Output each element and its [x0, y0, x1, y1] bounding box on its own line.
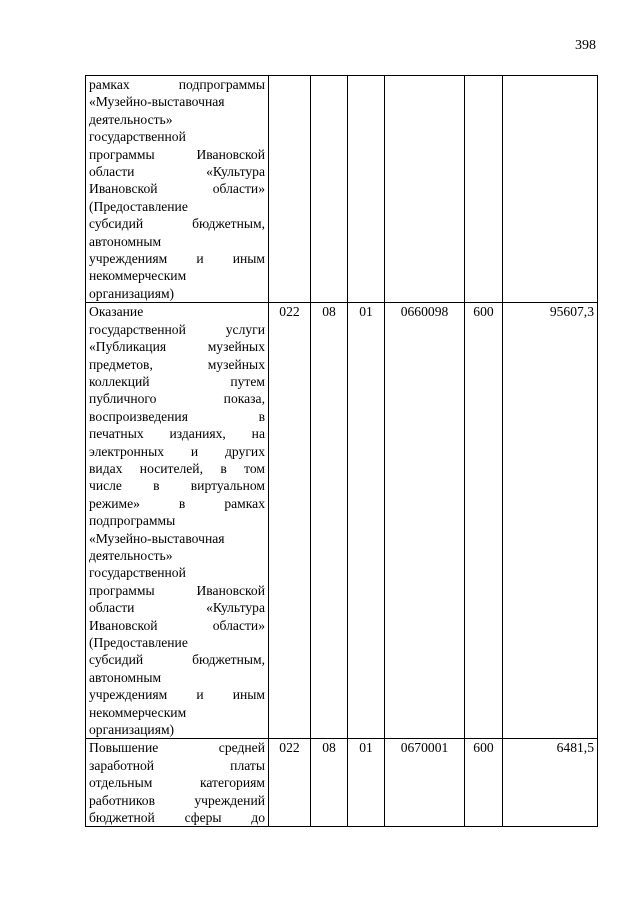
description-line: «Публикация музейных: [89, 339, 265, 355]
description-line: Ивановской области»: [89, 617, 265, 633]
table-row: [86, 76, 598, 303]
description-line: воспроизведения в: [89, 408, 265, 424]
page-number: 398: [575, 38, 596, 53]
expense-type-code: 600: [465, 303, 503, 739]
subsection-code: [348, 76, 385, 303]
description-line: некоммерческим: [89, 268, 187, 284]
subsection-code: 01: [348, 739, 385, 827]
description-line: государственной: [89, 565, 186, 581]
description-line: рамках подпрограммы: [89, 77, 265, 92]
table-row: [86, 303, 598, 739]
description-line: подпрограммы: [89, 513, 176, 529]
row-description: [86, 303, 269, 739]
description-line: Повышение средней: [89, 740, 265, 756]
description-line: деятельность»: [89, 111, 173, 127]
section-code: 08: [311, 739, 348, 827]
expense-type-code: [465, 76, 503, 303]
ministry-code: [269, 76, 311, 303]
description-line: электронных и других: [89, 443, 265, 459]
description-line: отдельным категориям: [89, 775, 265, 791]
description-line: субсидий бюджетным,: [89, 652, 265, 668]
description-line: государственной услуги: [89, 321, 265, 337]
expense-type-code: 600: [465, 739, 503, 827]
section-code: [311, 76, 348, 303]
description-line: печатных изданиях, на: [89, 426, 265, 442]
description-line: государственной: [89, 129, 186, 145]
description-line: организациям): [89, 722, 175, 738]
description-line: Ивановской области»: [89, 181, 265, 197]
description-line: области «Культура: [89, 164, 265, 180]
description-line: публичного показа,: [89, 391, 265, 407]
description-line: Оказание: [89, 304, 144, 320]
table-row: [86, 739, 598, 827]
description-line: коллекций путем: [89, 373, 265, 389]
amount: 95607,3: [503, 303, 598, 739]
description-line: программы Ивановской: [89, 582, 265, 598]
description-line: некоммерческим: [89, 704, 187, 720]
amount: [503, 76, 598, 303]
description-line: программы Ивановской: [89, 146, 265, 162]
target-item-code: 0670001: [385, 739, 465, 827]
section-code: 08: [311, 303, 348, 739]
budget-table: [85, 75, 598, 827]
description-line: (Предоставление: [89, 635, 188, 650]
amount: 6481,5: [503, 739, 598, 827]
description-line: области «Культура: [89, 600, 265, 616]
description-line: «Музейно-выставочная: [89, 530, 225, 546]
row-description: [86, 76, 269, 303]
description-line: автономным: [89, 233, 162, 249]
row-description: [86, 739, 269, 827]
description-line: «Музейно-выставочная: [89, 94, 225, 110]
target-item-code: 0660098: [385, 303, 465, 739]
budget-table-body: [86, 76, 598, 827]
description-line: видах носителей, в том: [89, 460, 265, 476]
description-line: деятельность»: [89, 547, 173, 563]
description-line: заработной платы: [89, 757, 265, 773]
description-line: предметов, музейных: [89, 356, 265, 372]
description-line: бюджетной сферы до: [89, 810, 265, 826]
description-line: субсидий бюджетным,: [89, 216, 265, 232]
subsection-code: 01: [348, 303, 385, 739]
description-line: учреждениям и иным: [89, 687, 265, 703]
description-line: автономным: [89, 669, 162, 685]
target-item-code: [385, 76, 465, 303]
description-line: числе в виртуальном: [89, 478, 265, 494]
ministry-code: 022: [269, 739, 311, 827]
description-line: организациям): [89, 285, 175, 301]
description-line: (Предоставление: [89, 198, 188, 214]
description-line: работников учреждений: [89, 792, 265, 808]
description-line: режиме» в рамках: [89, 495, 265, 511]
ministry-code: 022: [269, 303, 311, 739]
description-line: учреждениям и иным: [89, 251, 265, 267]
